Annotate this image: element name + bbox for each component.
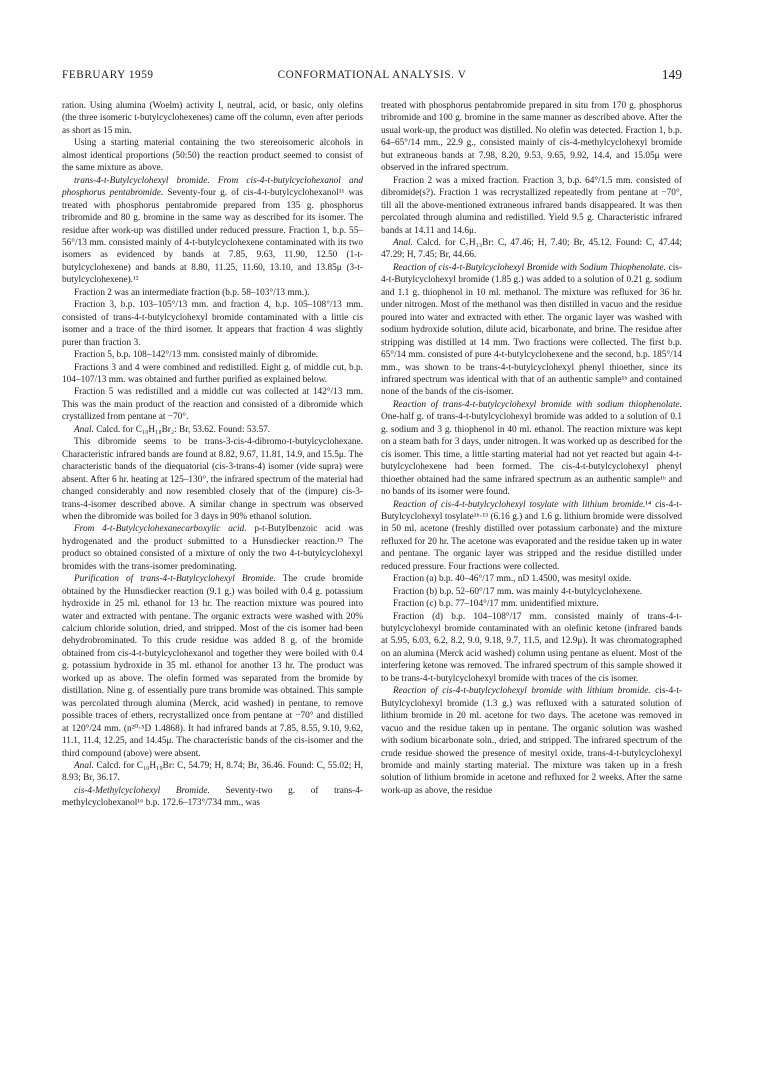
paragraph-heading: trans-4-t-Butylcyclohexyl bromide. From cis-4-t-butylcyclohexanol and phosphorus pentabromide. xyxy=(62,175,363,199)
paragraph-text: Fraction 3, b.p. 103–105°/13 mm. and fraction 4, b.p. 105–108°/13 mm. consisted of trans-4-t-butylcyclohexyl bromide contaminated with a little cis isomer and a trace of the third isomer. It appears that fraction 4 was slightly purer than fraction 3. xyxy=(62,300,363,348)
paragraph-text: Fraction 5 was redistilled and a middle cut was collected at 142°/13 mm. This was the main product of the reaction and consisted of a dibromide which crystallized from pentane at −70°. xyxy=(62,387,363,423)
paragraph xyxy=(62,137,363,174)
paragraph-heading: Anal. xyxy=(74,424,94,435)
paragraph xyxy=(62,436,363,523)
paragraph xyxy=(62,523,363,573)
paragraph-text: Fraction 2 was a mixed fraction. Fraction 3, b.p. 64°/1.5 mm. consisted of dibromide(s?). Fraction 1 was recrystallized repeatedly from pentane at −70°, till all the above-mentioned extraneous infrared bands disappeared. It was then percolated through alumina and redistilled. Yield 9.5 g. Characteristic infrared bands at 14.11 and 14.6μ. xyxy=(381,175,682,236)
paragraph xyxy=(62,100,363,137)
left-column xyxy=(62,100,363,810)
paragraph xyxy=(62,760,363,785)
paragraph-heading: From 4-t-Butylcyclohexanecarboxylic acid. xyxy=(74,524,247,535)
running-header xyxy=(62,69,682,85)
header-title: CONFORMATIONAL ANALYSIS. V xyxy=(277,69,467,81)
paragraph-text: Calcd. for C₁₀H₁₉Br: C, 54.79; H, 8.74; Br, 36.46. Found: C, 55.02; H, 8.93; Br, 36.17. xyxy=(62,761,363,784)
paragraph xyxy=(62,349,363,361)
paragraph-text: Using a starting material containing the two stereoisomeric alcohols in almost identical proportions (50:50) the reaction product seemed to consist of the same mixture as above. xyxy=(62,138,363,174)
paragraph-text: Seventy-two g. of trans-4-methylcyclohexanol¹⁶ b.p. 172.6–173°/734 mm., was xyxy=(62,785,364,809)
paragraph xyxy=(381,100,682,175)
paragraph xyxy=(381,399,682,499)
paragraph-text: Calcd. for C₇H₁₃Br: C, 47.46; H, 7.40; Br, 45.12. Found: C, 47.44; 47.29; H, 7.45; Br, 44.66. xyxy=(381,237,682,261)
paragraph xyxy=(62,386,363,423)
header-date: FEBRUARY 1959 xyxy=(62,69,154,81)
paragraph-text: ¹⁴ cis-4-t-Butylcyclohexyl tosylate¹ᵇ·¹³ (6.16 g.) and 1.6 g. lithium bromide were dissolved in 50 ml. acetone (freshly distilled over potassium carbonate) and the mixture refluxed for 20 hr. The acetone was evaporated and the residue taken up in water and pentane. The organic layer was stripped and the residue distilled under reduced pressure. Four fractions were collected. xyxy=(381,499,682,572)
paragraph xyxy=(62,362,363,387)
paragraph xyxy=(381,499,682,574)
paragraph-heading: Reaction of cis-4-t-butylcyclohexyl tosylate with lithium bromide. xyxy=(393,499,646,510)
paragraph-text: ration. Using alumina (Woelm) activity I, neutral, acid, or basic, only olefins (the three isomeric t-butylcyclohexenes) came off the column, even after periods as short as 15 min. xyxy=(62,101,363,136)
right-column xyxy=(381,100,682,797)
paragraph xyxy=(381,237,682,262)
paragraph-text: Fraction 2 was an intermediate fraction (b.p. 58–103°/13 mm.). xyxy=(74,287,310,298)
paragraph xyxy=(381,262,682,399)
paragraph-heading: Reaction of cis-4-t-Butylcyclohexyl Bromide with Sodium Thiophenolate. xyxy=(393,262,666,273)
paragraph-text: Fractions 3 and 4 were combined and redistilled. Eight g. of middle cut, b.p. 104–107/13 mm. was obtained and further purified as explained below. xyxy=(62,362,363,385)
paragraph xyxy=(381,573,682,585)
paragraph xyxy=(381,586,682,598)
paragraph-text: cis-4-t-Butylcyclohexyl bromide (1.3 g.) was refluxed with a saturated solution of lithium bromide in 20 ml. acetone for two days. The acetone was removed in vacuo and the residue taken up in pentane. The organic solution was washed with sodium bicarbonate soln., dried, and stripped. The infrared spectrum of the crude residue showed the presence of mesityl oxide, trans-4-t-butylcyclohexyl bromide and mainly starting material. The mixture was taken up in a fresh solution of lithium bromide in acetone and refluxed for 2 weeks. After the same work-up as above, the residue xyxy=(381,686,682,796)
paragraph-text: Fraction (a) b.p. 40–46°/17 mm., nD 1.4500, was mesityl oxide. xyxy=(393,574,632,585)
paragraph-heading: Anal. xyxy=(393,237,413,248)
paragraph xyxy=(62,424,363,436)
paragraph xyxy=(381,685,682,797)
paragraph xyxy=(62,287,363,299)
paragraph xyxy=(62,573,363,760)
paragraph-text: Fraction (d) b.p. 104–108°/17 mm. consisted mainly of trans-4-t-butylcyclohexyl bromide contaminated with an olefinic ketone (infrared bands at 5.95, 6.03, 6.2, 8.2, 9.0, 9.18, 9.7, 11.5, and 12.9μ). It was chromatographed on an alumina (Merck acid washed) column using pentane as eluent. Most of the interfering ketone was removed. The infrared spectrum of this sample showed it to be trans-4-t-butylcyclohexyl bromide with traces of the cis isomer. xyxy=(381,611,682,684)
paragraph-text: Seventy-four g. of cis-4-t-butylcyclohexanol¹¹ was treated with phosphorus pentabromide prepared from 135 g. phosphorus tribromide and 80 g. bromine in the same way as described for its isomer. The residue after work-up was distilled under reduced pressure. Fraction 1, b.p. 55–56°/13 mm. consisted mainly of 4-t-butylcyclohexene contaminated with its two isomers as evidenced by bands at 7.85, 9.63, 11.90, 12.50 (1-t-butylcyclohexene) and bands at 8.80, 11.25, 11.60, 13.10, and 13.85μ (3-t-butylcyclohexene).¹² xyxy=(62,188,363,286)
paragraph-text: Calcd. for C₁₀H₁₈Br₂: Br, 53.62. Found: 53.57. xyxy=(93,424,271,435)
paragraph-heading: Reaction of cis-4-t-butylcyclohexyl bromide with lithium bromide. xyxy=(393,686,651,697)
paragraph-heading: Reaction of trans-4-t-butylcyclohexyl bromide with sodium thiophenolate. xyxy=(393,399,682,410)
paragraph-heading: Anal. xyxy=(74,761,94,772)
paragraph-text: Fraction (c) b.p. 77–104°/17 mm. unidentified mixture. xyxy=(393,599,599,610)
paragraph xyxy=(381,598,682,610)
paragraph xyxy=(62,299,363,349)
paragraph-text: This dibromide seems to be trans-3-cis-4-dibromo-t-butylcyclohexane. Characteristic infrared bands are found at 8.82, 9.67, 11.81, 14.9, and 15.5μ. The characteristic bands of the diequatorial (cis-3-trans-4) isomer (vide supra) were absent. After 6 hr. heating at 125–130°, the infrared spectrum of the material had changed considerably and now resembled closely that of the (impure) cis-3-trans-4-isomer described above. A similar change in spectrum was observed when the dibromide was boiled for 3 days in 90% ethanol solution. xyxy=(62,437,363,522)
paragraph-text: The crude bromide obtained by the Hunsdiecker reaction (9.1 g.) was boiled with 0.4 g. potassium hydroxide in 25 ml. ethanol for 13 hr. The reaction mixture was poured into water and extracted with pentane. The organic extracts were washed with 20% calcium chloride solution, dried, and stripped. Most of the cis isomer had been dehydrobrominated. To this crude residue was added 8 g. of the bromide obtained from cis-4-t-butylcyclohexanol and together they were boiled with 0.4 g. potassium hydroxide in 35 ml. ethanol for another 13 hr. The product was worked up as above. The olefin formed was separated from the bromide by distillation. Nine g. of essentially pure trans bromide was obtained. This sample was percolated through alumina (Merck, acid washed) in pentane, to remove possible traces of ethers, recrystallized once from pentane at −70° and distilled at 120°/24 mm. (n²⁰·⁵D 1.4868). It had infrared bands at 7.85, 8.55, 9.10, 9.62, 11.1, 11.4, 12.25, and 14.45μ. The characteristic bands of the cis-isomer and the third compound (above) were absent. xyxy=(62,574,363,759)
paragraph-heading: cis-4-Methylcyclohexyl Bromide. xyxy=(74,785,210,796)
paragraph xyxy=(62,175,363,287)
paragraph-text: Fraction 5, b.p. 108–142°/13 mm. consisted mainly of dibromide. xyxy=(74,350,319,361)
paragraph-text: One-half g. of trans-4-t-butylcyclohexyl bromide was added to a solution of 0.1 g. sodium and 3 g. thiophenol in 40 ml. ethanol. The reaction mixture was kept on a steam bath for 3 days, under nitrogen. It was worked up as described for the cis isomer. This time, a little starting material had not yet reacted but again 4-t-butylcyclohexene had been formed. The cis-4-t-butylcyclohexyl phenyl thioether obtained had the same infrared spectrum as an authentic sample¹ᵇ and no bands of its isomer were found. xyxy=(381,412,682,498)
paragraph xyxy=(381,175,682,237)
paragraph-text: treated with phosphorus pentabromide prepared in situ from 170 g. phosphorus tribromide and 100 g. bromine in the same manner as described above. After the usual work-up, the product was distilled. No olefin was detected. Fraction 1, b.p. 64–65°/14 mm., 22.9 g., consisted mainly of cis-4-methylcyclohexyl bromide but extraneous bands at 7.98, 8.20, 9.53, 9.65, 9.92, 14.4, and 15.05μ were observed in the infrared spectrum. xyxy=(381,101,682,174)
paragraph-text: Fraction (b) b.p. 52–60°/17 mm. was mainly 4-t-butylcyclohexene. xyxy=(393,586,643,597)
paragraph xyxy=(381,611,682,686)
paragraph-heading: Purification of trans-4-t-Butylcyclohexyl Bromide. xyxy=(74,574,276,585)
paragraph-text: cis-4-t-Butylcyclohexyl bromide (1.85 g.) was added to a solution of 0.21 g. sodium and 1.1 g. thiophenol in 10 ml. methanol. The mixture was refluxed for 36 hr. under nitrogen. Most of the methanol was then distilled in vacuo and the residue poured into water and extracted with ether. The organic layer was washed with sodium hydroxide solution, dilute acid, bicarbonate, and brine. The residue after stripping was distilled at 14 mm. Two fractions were collected. The first b.p. 65°/14 mm. consisted of pure 4-t-butylcyclohexene and the second, b.p. 185°/14 mm., was shown to be trans-4-t-butylcyclohexyl phenyl thioether, since its infrared spectrum was identical with that of an authentic sample¹ᵇ and contained none of the bands of the cis-isomer. xyxy=(381,262,682,398)
paragraph-text: p-t-Butylbenzoic acid was hydrogenated and the product submitted to a Hunsdiecker reaction.¹⁵ The product so obtained consisted of a mixture of only the two 4-t-butylcyclohexyl bromides with the trans-isomer predominating. xyxy=(62,524,363,572)
paragraph xyxy=(62,785,363,810)
page-number: 149 xyxy=(661,67,682,82)
